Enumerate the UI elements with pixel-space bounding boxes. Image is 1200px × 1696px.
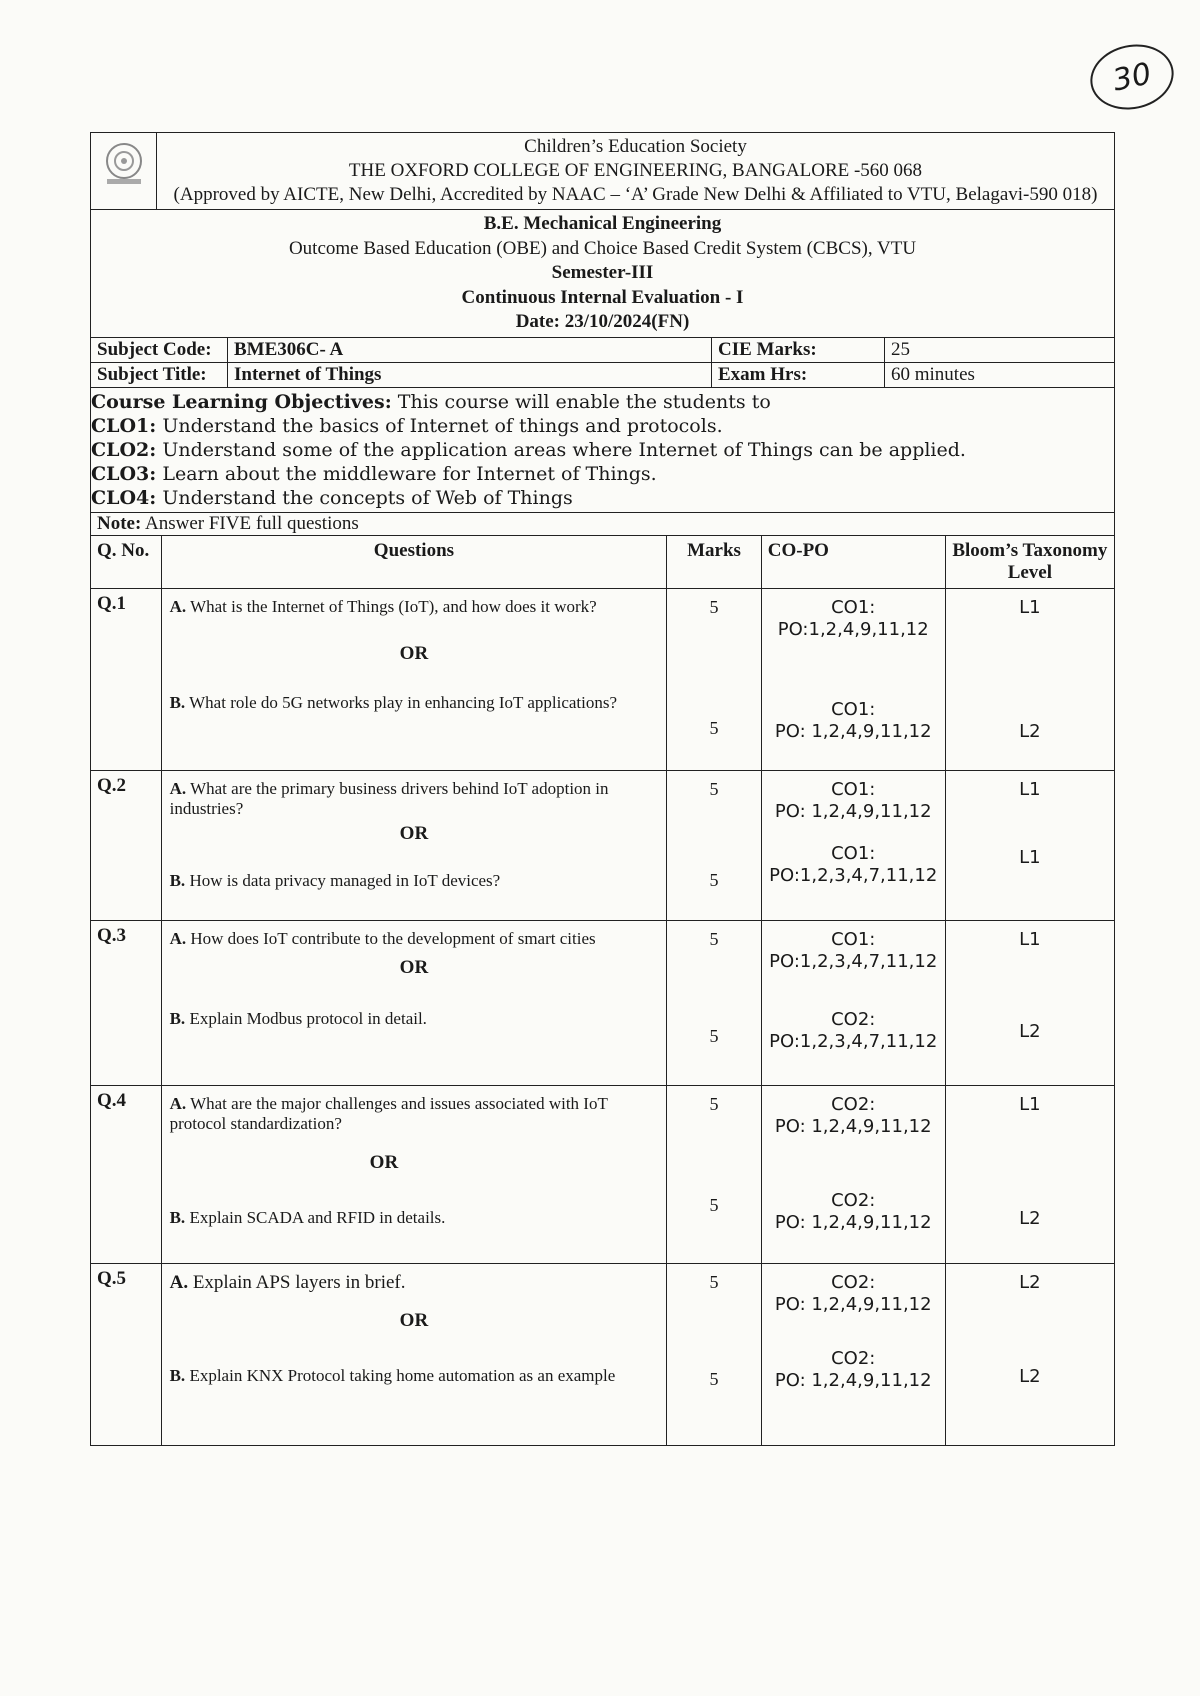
header-bloom: Bloom’s Taxonomy Level (945, 535, 1114, 588)
po-b: PO: 1,2,4,9,11,12 (774, 720, 932, 742)
questions-table (90, 535, 1115, 1446)
society-name: Children’s Education Society (524, 136, 747, 157)
cie-marks: 25 (891, 338, 910, 360)
page-number: 30 (1084, 37, 1179, 117)
table-header-row (91, 535, 1115, 588)
header-qno: Q. No. (91, 535, 162, 588)
question-number: Q.1 (91, 588, 162, 770)
level-a: L2 (1019, 1271, 1041, 1293)
marks-b: 5 (709, 717, 719, 738)
level-a: L1 (1019, 778, 1041, 800)
level-a: L1 (1019, 596, 1041, 618)
evaluation-title: Continuous Internal Evaluation - I (461, 286, 744, 308)
semester: Semester-III (551, 262, 654, 283)
co-b: CO1: (831, 698, 876, 720)
table-row (91, 1085, 1115, 1263)
exam-header (90, 209, 1115, 337)
college-name: THE OXFORD COLLEGE OF ENGINEERING, BANGALORE -560 068 (348, 160, 923, 181)
question-number: Q.2 (91, 770, 162, 920)
question-number: Q.4 (91, 1085, 162, 1263)
question-b: B. How is data privacy managed in IoT devices? (169, 870, 501, 890)
co-b: CO1: (831, 842, 876, 864)
marks-b: 5 (709, 1194, 719, 1215)
question-a: A. What are the major challenges and issues associated with IoT protocol standardization? (169, 1093, 608, 1133)
table-row (91, 588, 1115, 770)
po-a: PO:1,2,4,9,11,12 (777, 618, 929, 640)
co-b: CO2: (831, 1008, 876, 1030)
level-b: L2 (1019, 1020, 1041, 1042)
co-a: CO1: (831, 928, 876, 950)
exam-sheet (90, 132, 1115, 1446)
objectives-label: Course Learning Objectives: (91, 390, 392, 413)
college-approval: (Approved by AICTE, New Delhi, Accredited by NAAC – ‘A’ Grade New Delhi & Affiliated to VTU, Belagavi-590 018) (173, 184, 1098, 205)
college-logo (91, 133, 157, 209)
marks-b: 5 (709, 1025, 719, 1046)
level-b: L2 (1019, 1365, 1041, 1387)
po-b: PO:1,2,3,4,7,11,12 (769, 1030, 938, 1052)
subject-code: BME306C- A (234, 338, 344, 360)
question-a: A. How does IoT contribute to the development of smart cities (169, 928, 596, 948)
objectives-intro: This course will enable the students to (397, 390, 771, 413)
or-separator: OR (399, 642, 429, 664)
or-separator: OR (399, 822, 429, 844)
co-a: CO2: (831, 1271, 876, 1293)
po-b: PO:1,2,3,4,7,11,12 (769, 864, 938, 886)
level-b: L2 (1019, 720, 1041, 742)
marks-a: 5 (709, 928, 719, 949)
college-logo-icon (99, 139, 149, 189)
marks-a: 5 (709, 778, 719, 799)
exam-date: Date: 23/10/2024(FN) (515, 311, 690, 332)
po-a: PO: 1,2,4,9,11,12 (774, 1293, 932, 1315)
subject-title: Internet of Things (234, 363, 382, 385)
co-a: CO1: (831, 778, 876, 800)
cie-marks-label: CIE Marks: (712, 338, 885, 362)
question-b: B. Explain KNX Protocol taking home automation as an example (169, 1365, 616, 1385)
marks-a: 5 (709, 596, 719, 617)
question-b: B. Explain SCADA and RFID in details. (169, 1207, 446, 1227)
po-b: PO: 1,2,4,9,11,12 (774, 1211, 932, 1233)
exam-hrs-label: Exam Hrs: (712, 363, 885, 387)
marks-b: 5 (709, 1368, 719, 1389)
po-b: PO: 1,2,4,9,11,12 (774, 1369, 932, 1391)
level-b: L2 (1019, 1207, 1041, 1229)
table-row (91, 1263, 1115, 1445)
marks-a: 5 (709, 1271, 719, 1292)
objective-item: CLO4: Understand the concepts of Web of Things (91, 486, 573, 509)
subject-info (90, 337, 1115, 387)
question-b: B. What role do 5G networks play in enhancing IoT applications? (169, 692, 618, 712)
co-b: CO2: (831, 1347, 876, 1369)
or-separator: OR (399, 1309, 429, 1331)
po-a: PO: 1,2,4,9,11,12 (774, 1115, 932, 1137)
objective-item: CLO3: Learn about the middleware for Internet of Things. (91, 462, 657, 485)
course-objectives (90, 387, 1115, 512)
question-number: Q.5 (91, 1263, 162, 1445)
objective-item: CLO1: Understand the basics of Internet of things and protocols. (91, 414, 723, 437)
exam-hrs: 60 minutes (891, 363, 975, 385)
table-row (91, 920, 1115, 1085)
exam-note (90, 512, 1115, 535)
po-a: PO:1,2,3,4,7,11,12 (769, 950, 938, 972)
marks-a: 5 (709, 1093, 719, 1114)
objective-item: CLO2: Understand some of the application areas where Internet of Things can be applied. (91, 438, 966, 461)
college-header (90, 132, 1115, 209)
note-label: Note: (97, 512, 142, 534)
or-separator: OR (399, 956, 429, 978)
header-marks: Marks (667, 535, 761, 588)
question-a: A. What are the primary business drivers behind IoT adoption in industries? (169, 778, 609, 818)
level-b: L1 (1019, 846, 1041, 868)
subject-code-label: Subject Code: (91, 338, 228, 362)
program-name: B.E. Mechanical Engineering (483, 213, 722, 234)
subject-title-label: Subject Title: (91, 363, 228, 387)
table-row (91, 770, 1115, 920)
marks-b: 5 (709, 869, 719, 890)
question-b: B. Explain Modbus protocol in detail. (169, 1008, 427, 1028)
co-a: CO2: (831, 1093, 876, 1115)
note-text: Answer FIVE full questions (145, 512, 359, 534)
level-a: L1 (1019, 928, 1041, 950)
po-a: PO: 1,2,4,9,11,12 (774, 800, 932, 822)
question-number: Q.3 (91, 920, 162, 1085)
co-b: CO2: (831, 1189, 876, 1211)
question-a: A. What is the Internet of Things (IoT), and how does it work? (169, 596, 597, 616)
question-a: A. Explain APS layers in brief. (169, 1271, 406, 1293)
co-a: CO1: (831, 596, 876, 618)
or-separator: OR (369, 1151, 399, 1173)
header-questions: Questions (161, 535, 667, 588)
level-a: L1 (1019, 1093, 1041, 1115)
header-copo: CO-PO (761, 535, 945, 588)
education-system: Outcome Based Education (OBE) and Choice Based Credit System (CBCS), VTU (288, 237, 917, 259)
